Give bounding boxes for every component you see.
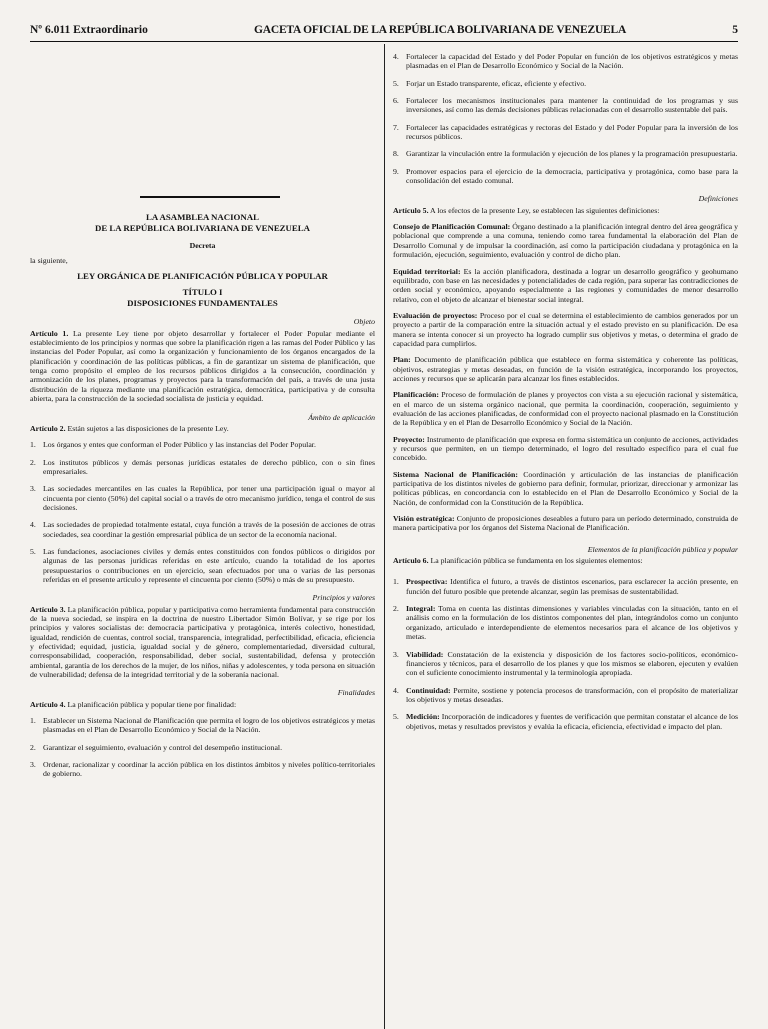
- definition-text: Es la acción planificadora, destinada a lograr un desarrollo geográfico y geohumano equilibrado, con base en las necesidades y potencialidades de cada región, para superar las contradicciones de orden social y económico, apoyando especialmente a las regiones y comunidades de menor desarrollo relativo, con el objeto de alcanzar el bienestar social integral.: [393, 266, 738, 304]
- item-text: Los institutos públicos y demás personas jurídicas estatales de derecho público, con o sin fines empresariales.: [43, 457, 375, 476]
- item-text: Las sociedades mercantiles en las cuales la República, por tener una participación igual o mayor al cincuenta por ciento (50%) del capital social o a través de otro mecanismo jurídico, tenga el control de sus decisiones.: [43, 484, 375, 512]
- list-item: [393, 712, 738, 731]
- list-item: [393, 96, 738, 115]
- list-item: [393, 604, 738, 641]
- item-body: Incorporación de indicadores y fuentes de verificación que permitan constatar el alcance de los objetivos, metas y resultados previstos y evalúa la eficacia, eficiencia, efectividad e impacto del plan.: [406, 712, 738, 731]
- title-number: TÍTULO I: [182, 287, 223, 298]
- item-number: 4.: [30, 520, 36, 530]
- article-2-label: Artículo 2.: [30, 423, 66, 433]
- list-item: [393, 650, 738, 678]
- article-3: [30, 605, 375, 680]
- definition-term: Evaluación de proyectos:: [393, 310, 478, 320]
- definition-term: Sistema Nacional de Planificación:: [393, 469, 518, 479]
- article-3-text: La planificación pública, popular y participativa como herramienta fundamental para construcción de la nueva sociedad, se inspira en la doctrina de nuestro Libertador Simón Bolívar, y se rige por los principios y valores socialistas de: democracia participativa y protagónica, interés colectivo, honestidad, igualdad, rendición de cuentas, control social, transparencia, integralidad, perfectibilidad, eficacia, eficiencia y efectividad; equidad, justicia, igualdad social y de género, complementariedad, diversidad cultural, corresponsabilidad, cooperación, responsabilidad, deber social, sustentabilidad, defensa y protección ambiental, garantía de los derechos de la mujer, de los niños, niñas y adolescentes, y toda persona en situación de vulnerabilidad; defensa de la integridad territorial y de la soberanía nacional.: [30, 604, 375, 680]
- column-divider: [384, 44, 385, 1029]
- item-text: [406, 577, 738, 596]
- item-text: Fortalecer las capacidades estratégicas y rectoras del Estado y del Poder Popular para la inversión de los recursos públicos.: [406, 122, 738, 142]
- item-number: 5.: [393, 78, 399, 88]
- definition: [393, 311, 738, 348]
- item-text: Los órganos y entes que conforman el Poder Público y las instancias del Poder Popular.: [43, 440, 316, 450]
- item-text: [406, 686, 738, 705]
- article-6-list: [393, 577, 738, 730]
- section-definiciones: Definiciones: [698, 194, 738, 204]
- article-6: [393, 556, 738, 565]
- article-2-list: [30, 440, 375, 584]
- article-4-label: Artículo 4.: [30, 699, 66, 709]
- definition: [393, 390, 738, 427]
- definition-term: Proyecto:: [393, 434, 425, 444]
- assembly-line-1: LA ASAMBLEA NACIONAL: [146, 212, 259, 222]
- definition-term: Consejo de Planificación Comunal:: [393, 222, 511, 232]
- article-3-label: Artículo 3.: [30, 604, 66, 614]
- gazette-title: GACETA OFICIAL DE LA REPÚBLICA BOLIVARIANA DE VENEZUELA: [253, 24, 627, 36]
- article-4-list: [30, 716, 375, 779]
- item-number: 3.: [393, 649, 399, 659]
- item-number: 5.: [393, 712, 399, 722]
- article-2-text: Están sujetos a las disposiciones de la presente Ley.: [67, 423, 229, 433]
- left-column: [30, 50, 375, 1025]
- right-column: [393, 50, 738, 1025]
- definition-text: Proceso de formulación de planes y proyectos con vista a su ejecución racional y sistemática, en el marco de un sistema orgánico nacional, que permita la coordinación, cooperación, seguimiento y evaluación de las acciones planificadas, de conformidad con el proyecto nacional plasmado en la Constitución de la República y en el Plan de Desarrollo Económico y Social de la Nación.: [393, 390, 738, 428]
- item-number: 1.: [393, 577, 399, 587]
- definition-text: Instrumento de planificación que expresa en forma sistemática un conjunto de acciones, actividades y recursos que permiten, en un tiempo determinado, el logro del resultado específico para el cual fue concebido.: [393, 434, 738, 463]
- header-rule: [30, 41, 738, 42]
- item-number: 4.: [393, 685, 399, 695]
- definition-text: Coordinación y articulación de las instancias de planificación participativa de los distintos niveles de gobierno para definir, formular, priorizar, direccionar y armonizar las políticas públicas, en concordancia con lo establecido en el Plan de Desarrollo Económico y Social de la Nación, de conformidad con la Constitución de la República.: [393, 469, 738, 507]
- item-number: 1.: [30, 716, 36, 726]
- list-item: [393, 79, 738, 88]
- item-number: 2.: [30, 457, 36, 467]
- section-principios: Principios y valores: [312, 593, 375, 603]
- definition-text: Proceso por el cual se determina el establecimiento de cambios generados por un proyecto a partir de la comparación entre la situación actual y el estado previsto en su planificación. De esa manera se intenta conocer si un proyecto ha logrado cumplir sus objetivos y metas, o determina el grado de capacidad para cumplirlos.: [393, 310, 738, 348]
- item-term: Continuidad:: [406, 685, 451, 695]
- section-finalidades: Finalidades: [337, 688, 375, 698]
- list-item: [393, 123, 738, 142]
- item-text: Las sociedades de propiedad totalmente estatal, cuya función a través de la posesión de acciones de otras sociedades, sea coordinar la gestión empresarial pública de un sector de la economía nacional.: [43, 520, 375, 539]
- item-term: Medición:: [406, 712, 440, 722]
- list-item: [30, 716, 375, 735]
- definition-term: Equidad territorial:: [393, 266, 461, 276]
- article-6-text: La planificación pública se fundamenta en los siguientes elementos:: [430, 556, 643, 566]
- definition-text: Conjunto de proposiciones deseables a futuro para un período determinado, construida de manera participativa por los órganos del Sistema Nacional de Planificación.: [393, 514, 738, 533]
- definition-text: Órgano destinado a la planificación integral dentro del área geográfica y poblacional que comprende a una comuna, teniendo como tarea fundamental la elaboración del Plan de Desarrollo Comunal y de impulsar la coordinación, así como la participación ciudadana y protagónica en la formulación, ejecución, seguimiento, evaluación y control de dicho plan.: [393, 222, 738, 260]
- item-number: 5.: [30, 546, 36, 556]
- item-text: Promover espacios para el ejercicio de la democracia, participativa y protagónica, como base para la consolidación del estado comunal.: [406, 166, 738, 186]
- item-term: Viabilidad:: [406, 649, 444, 659]
- article-4-list-continued: [393, 52, 738, 185]
- article-5: [393, 206, 738, 215]
- definition-term: Planificación:: [393, 390, 439, 400]
- page-number: 5: [732, 24, 738, 36]
- article-1: [30, 329, 375, 404]
- section-elementos: Elementos de la planificación pública y popular: [587, 544, 738, 554]
- item-text: [406, 712, 738, 731]
- definition: [393, 514, 738, 533]
- item-number: 3.: [30, 484, 36, 494]
- item-number: 8.: [393, 149, 399, 159]
- page-header: [30, 24, 738, 38]
- definition-term: Visión estratégica:: [393, 514, 455, 524]
- item-number: 9.: [393, 166, 399, 176]
- article-1-label: Artículo 1.: [30, 328, 69, 338]
- list-item: [393, 149, 738, 158]
- list-item: [393, 686, 738, 705]
- section-objeto: Objeto: [353, 317, 375, 327]
- item-text: Garantizar el seguimiento, evaluación y control del desempeño institucional.: [43, 742, 283, 752]
- list-item: [393, 52, 738, 71]
- item-term: Prospectiva:: [406, 577, 448, 587]
- decreta: Decreta: [189, 241, 216, 251]
- definition-term: Plan:: [393, 355, 411, 365]
- definition: [393, 435, 738, 463]
- item-text: [406, 604, 738, 641]
- item-text: Garantizar la vinculación entre la formulación y ejecución de los planes y la programación presupuestaria.: [406, 149, 738, 159]
- item-text: Fortalecer los mecanismos institucionales para mantener la continuidad de los programas y sus inversiones, así como las demás decisiones públicas relacionadas con el desarrollo sustentable del país.: [406, 96, 738, 115]
- item-number: 1.: [30, 440, 36, 450]
- item-body: Toma en cuenta las distintas dimensiones y variables vinculadas con la situación, tanto en el análisis como en la formulación de los distintos componentes del plan, integrándolos como un conjunto organizado, articulado e interdependiente de elementos necesarios para el alcance de los objetivos y metas.: [406, 604, 738, 642]
- definition: [393, 267, 738, 304]
- list-item: [30, 743, 375, 752]
- item-text: Las fundaciones, asociaciones civiles y demás entes constituidos con fondos públicos o dirigidos por algunas de las personas jurídicas referidas en este artículo, cuando la totalidad de los aportes presupuestarios o contribuciones en un ejercicio, sean efectuados por una o varias de las personas referidas en el presente artículo y represente el cincuenta por ciento (50%) o más de su presupuesto.: [43, 546, 375, 584]
- list-item: [30, 484, 375, 512]
- item-number: 4.: [393, 52, 399, 61]
- list-item: [393, 577, 738, 596]
- item-body: Permite, sostiene y potencia procesos de transformación, con el propósito de materializar los objetivos y metas deseadas.: [406, 685, 738, 704]
- item-term: Integral:: [406, 604, 436, 614]
- item-text: Establecer un Sistema Nacional de Planificación que permita el logro de los objetivos estratégicos y metas plasmadas en el Plan de Desarrollo Económico y Social de la Nación.: [43, 716, 375, 735]
- list-item: [30, 440, 375, 449]
- item-text: Ordenar, racionalizar y coordinar la acción pública en los distintos ámbitos y niveles político-territoriales de gobierno.: [43, 760, 375, 779]
- article-1-text: La presente Ley tiene por objeto desarrollar y fortalecer el Poder Popular mediante el establecimiento de los principios y normas que sobre la planificación rigen a las ramas del Poder Público y las instancias del Poder Popular, así como la organización y funcionamiento de los órganos encargados de la planificación y coordinación de las políticas públicas, a fin de garantizar un sistema de planificación, que tenga como propósito el empleo de los recursos públicos dirigidos a la consecución, coordinación y armonización de los planes, programas y proyectos para la transformación del país, a través de una justa distribución de la riqueza mediante una planificación estratégica, democrática, participativa y de consulta abierta, para la construcción de la sociedad socialista de justicia y equidad.: [30, 328, 375, 404]
- list-item: [30, 458, 375, 477]
- item-body: Identifica el futuro, a través de distintos escenarios, para esclarecer la acción presente, en función del futuro posible que pretende alcanzar, según las premisas de sustentabilidad.: [406, 577, 738, 596]
- article-5-label: Artículo 5.: [393, 205, 429, 215]
- article-4: [30, 700, 375, 709]
- item-number: 2.: [30, 742, 36, 752]
- definition-text: Documento de planificación pública que establece en forma sistemática y coherente las políticas, objetivos, estrategias y metas deseadas, en función de la visión estratégica, incorporando los proyectos, acciones y recursos que se aplicarán para alcanzar los fines establecidos.: [393, 355, 738, 383]
- intro-text: la siguiente,: [30, 256, 68, 266]
- list-item: [393, 167, 738, 186]
- list-item: [30, 760, 375, 779]
- item-text: Forjar un Estado transparente, eficaz, eficiente y efectivo.: [406, 78, 587, 88]
- item-number: 3.: [30, 760, 36, 770]
- assembly-line-2: DE LA REPÚBLICA BOLIVARIANA DE VENEZUELA: [94, 222, 310, 233]
- article-5-text: A los efectos de la presente Ley, se establecen las siguientes definiciones:: [430, 205, 660, 215]
- item-number: 2.: [393, 604, 399, 614]
- issue-number: Nº 6.011 Extraordinario: [30, 24, 148, 36]
- definition: [393, 222, 738, 259]
- section-ambito: Ámbito de aplicación: [308, 412, 375, 422]
- item-text: Fortalecer la capacidad del Estado y del Poder Popular en función de los objetivos estratégicos y metas plasmadas en el Plan de Desarrollo Económico y Social de la Nación.: [406, 52, 738, 71]
- item-number: 6.: [393, 96, 399, 106]
- columns: [30, 50, 738, 1025]
- title-name: DISPOSICIONES FUNDAMENTALES: [127, 297, 278, 308]
- law-title: LEY ORGÁNICA DE PLANIFICACIÓN PÚBLICA Y POPULAR: [77, 270, 328, 281]
- decorative-rule: [140, 196, 280, 198]
- item-text: [406, 650, 738, 678]
- definition: [393, 470, 738, 507]
- list-item: [30, 547, 375, 584]
- article-6-label: Artículo 6.: [393, 556, 429, 566]
- definition: [393, 355, 738, 383]
- item-number: 7.: [393, 122, 399, 132]
- article-4-text: La planificación pública y popular tiene por finalidad:: [67, 699, 237, 709]
- article-2: [30, 424, 375, 433]
- item-body: Constatación de la existencia y disposición de los factores socio-políticos, económico-financieros y técnicos, para el desarrollo de los planes y que los mismos se elaboren, ejecuten y evalúen con el suficiente conocimiento instrumental y la terminología apropiada.: [406, 649, 738, 678]
- list-item: [30, 520, 375, 539]
